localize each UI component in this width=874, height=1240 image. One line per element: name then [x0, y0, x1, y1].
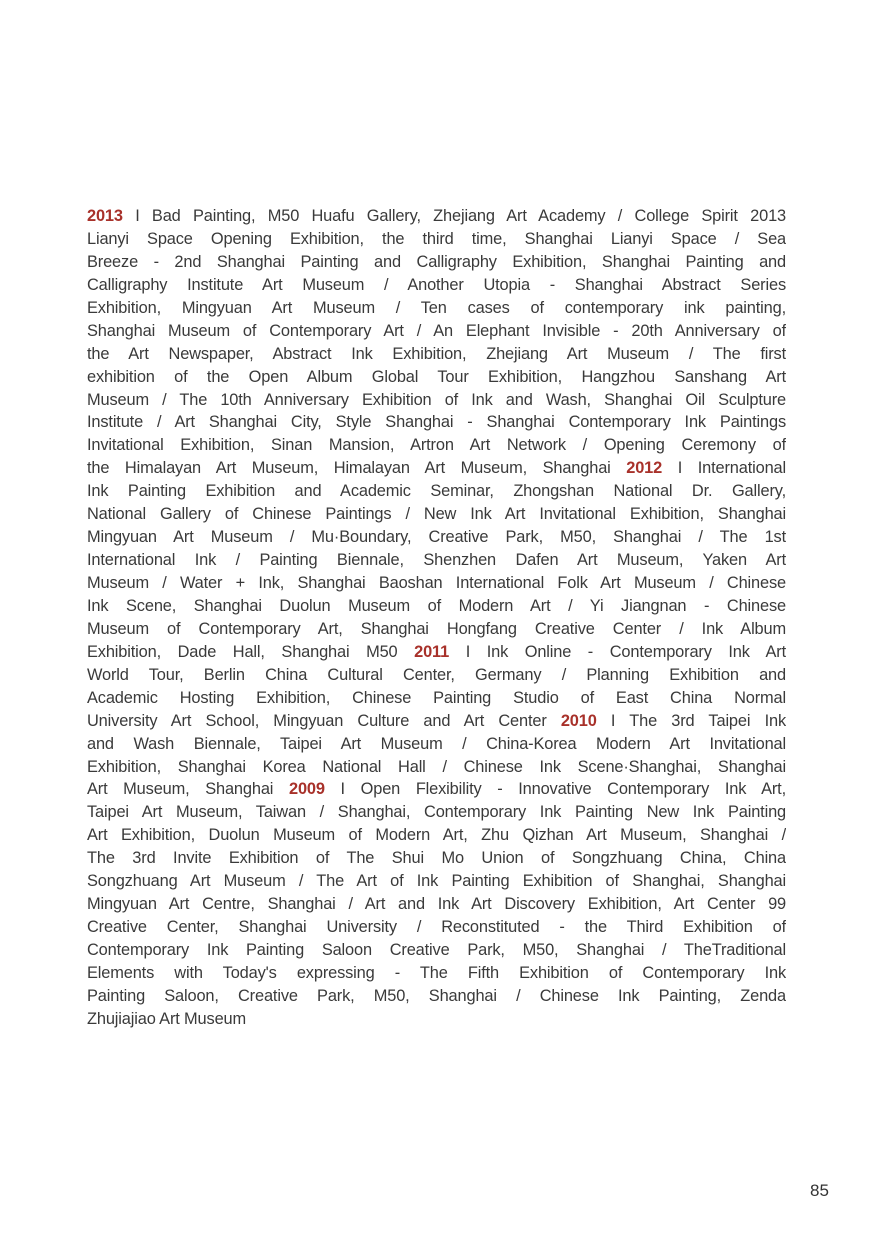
- text-segment: I Bad Painting, M50 Huafu Gallery, Zhejiang Art Academy / College Spirit 2013: [122, 207, 786, 225]
- text-line: [87, 916, 786, 939]
- text-line: [87, 480, 786, 503]
- text-line: [87, 549, 786, 572]
- text-segment: World Tour, Berlin China Cultural Center, Germany / Planning Exhibition and: [87, 665, 786, 684]
- text-segment: Zhujiajiao Art Museum: [87, 1009, 247, 1028]
- text-line: [87, 1008, 786, 1031]
- text-segment: Invitational Exhibition, Sinan Mansion, Artron Art Network / Opening Ceremony of: [87, 436, 786, 455]
- text-line: [87, 733, 786, 756]
- text-segment: Shanghai Museum of Contemporary Art / An Elephant Invisible - 20th Anniversary of: [87, 321, 786, 340]
- text-line: [87, 434, 786, 457]
- text-segment: University Art School, Mingyuan Culture and Art Center: [87, 711, 561, 730]
- text-segment: Contemporary Ink Painting Saloon Creative Park, M50, Shanghai / TheTraditional: [87, 941, 786, 959]
- text-line: [87, 664, 786, 687]
- text-line: [87, 526, 786, 549]
- text-line: [87, 297, 786, 320]
- text-segment: Ink Painting Exhibition and Academic Seminar, Zhongshan National Dr. Gallery,: [87, 482, 786, 501]
- year-label: 2011: [414, 642, 450, 661]
- text-segment: Lianyi Space Opening Exhibition, the third time, Shanghai Lianyi Space / Sea: [87, 229, 786, 248]
- text-segment: Exhibition, Shanghai Korea National Hall / Chinese Ink Scene·Shanghai, Shanghai: [87, 757, 786, 776]
- year-label: 2010: [560, 711, 597, 730]
- text-line: [87, 801, 786, 824]
- text-line: [87, 756, 786, 779]
- text-line: [87, 893, 786, 916]
- text-line: [87, 641, 786, 664]
- text-segment: Ink Scene, Shanghai Duolun Museum of Modern Art / Yi Jiangnan - Chinese: [87, 596, 786, 615]
- text-segment: Art Exhibition, Duolun Museum of Modern Art, Zhu Qizhan Art Museum, Shanghai /: [87, 826, 786, 845]
- text-segment: Calligraphy Institute Art Museum / Another Utopia - Shanghai Abstract Series: [87, 275, 786, 294]
- text-line: [87, 251, 786, 274]
- text-segment: Exhibition, Dade Hall, Shanghai M50: [87, 642, 415, 661]
- text-segment: Elements with Today's expressing - The Fifth Exhibition of Contemporary Ink: [87, 963, 786, 982]
- text-segment: Exhibition, Mingyuan Art Museum / Ten cases of contemporary ink painting,: [87, 298, 786, 317]
- text-segment: Museum of Contemporary Art, Shanghai Hongfang Creative Center / Ink Album: [87, 619, 786, 638]
- text-line: [87, 824, 786, 847]
- text-line: [87, 847, 786, 870]
- text-line: [87, 503, 786, 526]
- text-segment: National Gallery of Chinese Paintings / New Ink Art Invitational Exhibition, Shanghai: [87, 505, 786, 524]
- text-line: [87, 985, 786, 1008]
- year-label: 2012: [626, 459, 663, 478]
- text-segment: I The 3rd Taipei Ink: [596, 711, 786, 730]
- text-line: [87, 595, 786, 618]
- text-segment: Songzhuang Art Museum / The Art of Ink Painting Exhibition of Shanghai, Shanghai: [87, 872, 786, 891]
- text-line: [87, 687, 786, 710]
- text-line: [87, 274, 786, 297]
- text-line: [87, 389, 786, 412]
- text-segment: International Ink / Painting Biennale, Shenzhen Dafen Art Museum, Yaken Art: [87, 551, 786, 570]
- text-line: [87, 228, 786, 251]
- text-segment: Mingyuan Art Centre, Shanghai / Art and Ink Art Discovery Exhibition, Art Center 99: [87, 895, 786, 914]
- text-line: [87, 778, 786, 801]
- year-label: 2009: [288, 780, 325, 799]
- text-line: [87, 572, 786, 595]
- text-segment: Academic Hosting Exhibition, Chinese Painting Studio of East China Normal: [87, 688, 786, 707]
- exhibition-history-paragraph: [87, 205, 786, 1031]
- text-line: [87, 962, 786, 985]
- text-segment: I Ink Online - Contemporary Ink Art: [449, 642, 786, 661]
- text-segment: Art Museum, Shanghai: [87, 780, 289, 799]
- text-segment: Mingyuan Art Museum / Mu·Boundary, Creative Park, M50, Shanghai / The 1st: [87, 528, 786, 547]
- text-segment: Breeze - 2nd Shanghai Painting and Calligraphy Exhibition, Shanghai Painting and: [87, 252, 786, 271]
- text-segment: Painting Saloon, Creative Park, M50, Shanghai / Chinese Ink Painting, Zenda: [87, 986, 786, 1005]
- text-segment: I Open Flexibility - Innovative Contemporary Ink Art,: [324, 780, 786, 799]
- text-line: [87, 366, 786, 389]
- year-label: 2013: [87, 207, 123, 225]
- text-segment: and Wash Biennale, Taipei Art Museum / China-Korea Modern Art Invitational: [87, 734, 786, 753]
- page-number: 85: [810, 1181, 829, 1200]
- text-segment: the Himalayan Art Museum, Himalayan Art Museum, Shanghai: [87, 459, 627, 478]
- text-segment: exhibition of the Open Album Global Tour Exhibition, Hangzhou Sanshang Art: [87, 367, 786, 386]
- text-line: [87, 457, 786, 480]
- text-segment: the Art Newspaper, Abstract Ink Exhibition, Zhejiang Art Museum / The first: [87, 344, 786, 363]
- text-segment: Museum / The 10th Anniversary Exhibition of Ink and Wash, Shanghai Oil Sculpture: [87, 390, 786, 409]
- text-segment: Museum / Water + Ink, Shanghai Baoshan International Folk Art Museum / Chinese: [87, 574, 786, 592]
- text-line: [87, 710, 786, 733]
- text-segment: Creative Center, Shanghai University / Reconstituted - the Third Exhibition of: [87, 918, 786, 937]
- text-line: [87, 411, 786, 434]
- text-line: [87, 618, 786, 641]
- text-line: [87, 205, 786, 228]
- text-segment: The 3rd Invite Exhibition of The Shui Mo Union of Songzhuang China, China: [87, 849, 786, 868]
- text-line: [87, 870, 786, 893]
- text-line: [87, 343, 786, 366]
- text-segment: Institute / Art Shanghai City, Style Shanghai - Shanghai Contemporary Ink Paintings: [87, 413, 786, 432]
- text-segment: I International: [662, 459, 786, 478]
- text-segment: Taipei Art Museum, Taiwan / Shanghai, Contemporary Ink Painting New Ink Painting: [87, 803, 786, 822]
- text-line: [87, 939, 786, 962]
- text-line: [87, 320, 786, 343]
